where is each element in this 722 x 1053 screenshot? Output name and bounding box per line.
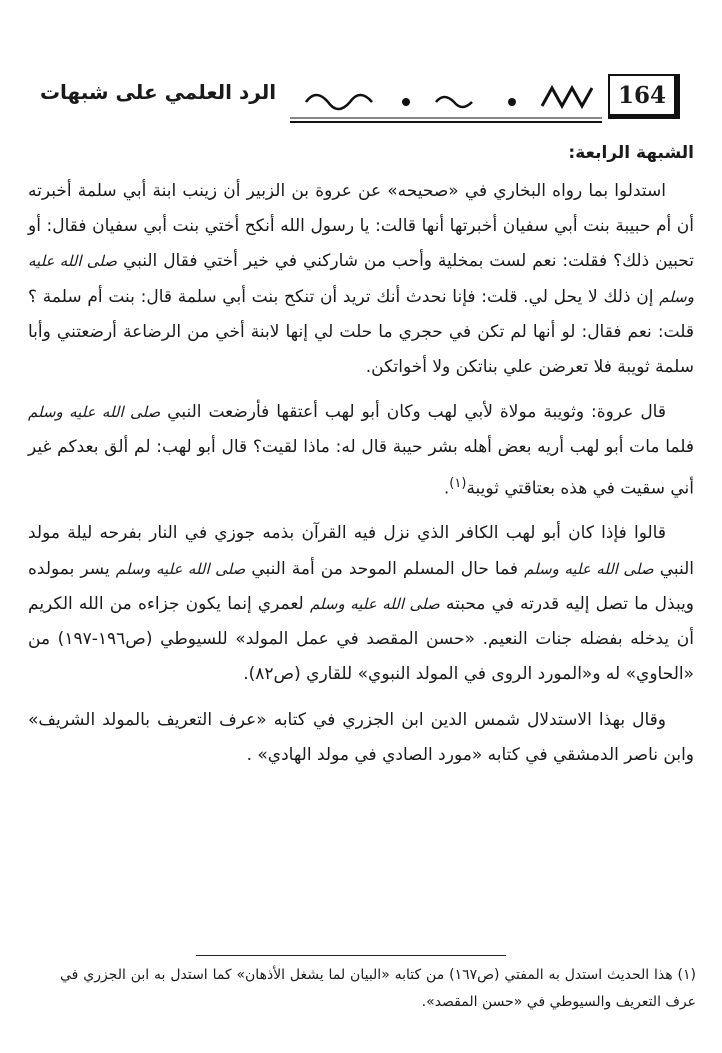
paragraph-1 <box>28 174 694 385</box>
page-header <box>0 60 722 140</box>
paragraph-3-text-b: فما حال المسلم الموحد من أمة النبي <box>251 558 519 579</box>
paragraph-2 <box>28 395 694 506</box>
salawat-calligraphy: صلى الله عليه وسلم <box>524 559 654 578</box>
paragraph-2-text: قال عروة: وثويبة مولاة لأبي لهب وكان أبو لهب أعتقها فأرضعت النبي <box>167 402 666 423</box>
paragraph-2-text-b: فلما مات أبو لهب أريه بعض أهله بشر حيبة قال له: ماذا لقيت؟ قال أبو لهب: لم ألق بعدكم غير أني سقيت في هذه بعتاقتي ثويبة <box>28 437 694 499</box>
salawat-calligraphy: صلى الله عليه وسلم <box>309 594 440 613</box>
footnote-divider <box>196 955 506 956</box>
salawat-calligraphy: صلى الله عليه وسلم <box>28 252 694 306</box>
salawat-calligraphy: صلى الله عليه وسلم <box>28 403 161 422</box>
paragraph-3-text-a: قالوا فإذا كان أبو لهب الكافر الذي نزل فيه القرآن بذمه جوزي في النار بفرحه ليلة مولد النبي <box>28 523 695 579</box>
paragraph-3 <box>28 516 694 692</box>
salawat-calligraphy: صلى الله عليه وسلم <box>115 559 246 578</box>
paragraph-4-text: وقال بهذا الاستدلال شمس الدين ابن الجزري في كتابه «عرف التعريف بالمولد الشريف» وابن ناصر الدمشقي في كتابه «مورد الصادي في مولد الهادي» . <box>28 709 694 765</box>
page-number-text: 164 <box>617 81 666 109</box>
paragraph-3-text-c: يسر بمولده ويبذل ما تصل إليه قدرته في محبته <box>28 558 695 614</box>
header-ornament-icon <box>286 66 606 126</box>
page-number <box>608 74 680 119</box>
page-body <box>28 138 694 783</box>
paragraph-1-text-b: إن ذلك لا يحل لي. قلت: فإنا نحدث أنك تريد أن تنكح بنت أبي سلمة قال: بنت أم سلمة ؟ قلت: نعم فقال: لو أنها لم تكن في حجري ما حلت لي إنها لابنة أخي من الرضاعة أرضعتني وأبا سلمة ثويبة فلا تعرضن علي بناتكن ولا أخواتكن. <box>28 286 694 378</box>
paragraph-3-text-d: لعمري إنما يكون جزاءه من الله الكريم أن يدخله بفضله جنات النعيم. «حسن المقصد في عمل المولد» للسيوطي (ص١٩٦-١٩٧) من «الحاوي» له و«المورد الروى في المولد النبوي» للقاري (ص٨٢). <box>28 593 694 685</box>
paragraph-1-text: استدلوا بما رواه البخاري في «صحيحه» عن عروة بن الزبير أن زينب ابنة أبي سلمة أخبرته أن أم حبيبة بنت أبي سفيان أخبرتها أنها قالت: يا رسول الله أنكح أختي بنت أبي سفيان فقال: أو تحبين ذلك؟ فقلت: نعم لست بمخلية وأحب من شاركني في خير أختي فقال النبي <box>28 181 694 272</box>
section-title: الشبهة الرابعة: <box>568 143 694 163</box>
footnote-1: (١) هذا الحديث استدل به المفتي (ص١٦٧) من كتابه «البيان لما يشغل الأذهان» كما استدل به ابن الجزري في عرف التعريف والسيوطي في «حسن المقصد». <box>60 967 696 1010</box>
running-title: الرد العلمي على شبهات <box>39 80 277 104</box>
paragraph-4 <box>28 703 694 773</box>
footnote-reference[interactable]: (١) <box>449 475 467 491</box>
paragraph-2-end: . <box>443 478 450 499</box>
